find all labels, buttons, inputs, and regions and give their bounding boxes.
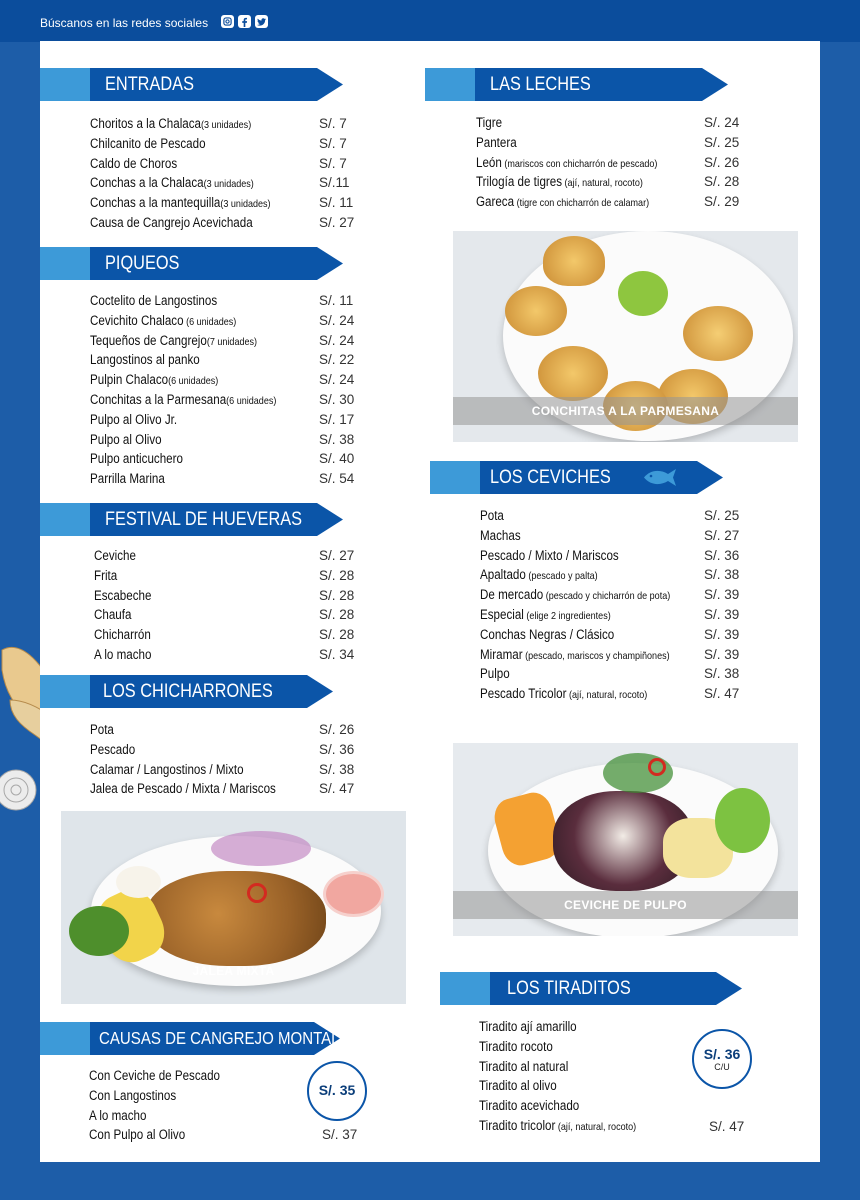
section-title: LOS TIRADITOS: [507, 978, 631, 999]
menu-item: [90, 313, 380, 333]
item-name: Gareca: [476, 194, 515, 210]
menu-item: [90, 392, 380, 412]
menu-item-name: [479, 1098, 579, 1113]
item-price: S/. 38: [704, 666, 740, 682]
menu-item: [90, 352, 380, 372]
menu-item: [89, 1088, 309, 1108]
item-name: Con Langostinos: [89, 1087, 177, 1103]
menu-item: [480, 567, 770, 587]
item-price: S/. 30: [319, 391, 355, 407]
item-price: S/. 54: [319, 471, 355, 487]
item-name: Pulpo al Olivo Jr.: [90, 411, 178, 427]
item-name: Calamar / Langostinos / Mixto: [90, 761, 244, 777]
item-price: S/. 28: [319, 607, 355, 623]
section-title: ENTRADAS: [105, 74, 194, 95]
menu-item: [479, 1039, 699, 1059]
item-name: Pulpo al Olivo: [90, 431, 162, 447]
item-name: Caldo de Choros: [90, 155, 178, 171]
item-note: (pescado, mariscos y champiñones): [522, 649, 670, 662]
item-note: (3 unidades): [201, 119, 252, 131]
menu-item: [480, 587, 770, 607]
photo-caption: CONCHITAS A LA PARMESANA: [531, 404, 720, 418]
menu-item: [89, 1068, 309, 1088]
item-name: Chaufa: [94, 607, 132, 623]
menu-item-name: [94, 627, 151, 642]
item-name: Chicharrón: [94, 627, 151, 643]
menu-item-name: [90, 742, 135, 757]
item-name: Frita: [94, 567, 118, 583]
item-price: S/. 47: [704, 686, 740, 702]
menu-item: [94, 627, 380, 647]
item-price: S/. 34: [319, 646, 355, 662]
menu-item: [90, 215, 380, 235]
item-name: Tiradito al olivo: [479, 1078, 557, 1094]
item-price: S/. 38: [319, 761, 355, 777]
item-price: S/. 39: [704, 587, 740, 603]
item-price: S/. 11: [319, 293, 354, 308]
menu-item: [480, 627, 770, 647]
item-note: (mariscos con chicharrón de pescado): [501, 157, 658, 170]
item-note: (ají, natural, rocoto): [555, 1120, 637, 1133]
section-title: CAUSAS DE CANGREJO MONTADAS: [99, 1028, 363, 1048]
section-title: LOS CEVICHES: [490, 467, 611, 488]
photo-caption: JALEA MIXTA: [192, 964, 275, 978]
section-header-tiraditos: [440, 972, 742, 1005]
item-name: Conchitas a la Parmesana: [90, 391, 227, 407]
photo-conchitas-parmesana: [453, 231, 798, 442]
item-price: S/. 25: [704, 134, 740, 150]
menu-item: [476, 174, 766, 194]
item-name: Parrilla Marina: [90, 471, 165, 487]
item-price: S/. 7: [319, 116, 347, 131]
menu-item-name: [90, 116, 251, 131]
item-note: (pescado y chicharrón de pota): [543, 590, 671, 603]
menu-item: [90, 372, 380, 392]
section-title: PIQUEOS: [105, 253, 180, 274]
item-price: S/. 17: [319, 411, 355, 427]
menu-item: [90, 742, 380, 762]
menu-list-hueveras: [94, 548, 380, 667]
item-name: Pulpin Chalaco: [90, 372, 169, 388]
menu-item-name: [90, 722, 114, 737]
item-name: Tiradito al natural: [479, 1058, 569, 1074]
item-price: S/. 26: [319, 722, 355, 737]
item-price: S/. 24: [319, 372, 355, 388]
item-name: Tequeños de Cangrejo: [90, 332, 207, 348]
menu-item: [480, 666, 770, 686]
item-name: Tiradito acevichado: [479, 1098, 580, 1114]
item-price: S/. 7: [319, 135, 347, 151]
menu-item: [90, 762, 380, 782]
item-name: Chilcanito de Pescado: [90, 135, 206, 151]
menu-item: [94, 568, 380, 588]
item-name: Conchas Negras / Clásico: [480, 626, 615, 642]
circle-sub: C/U: [714, 1062, 730, 1072]
photo-jalea-mixta: [61, 811, 406, 1004]
menu-item-name: [89, 1108, 146, 1123]
tiraditos-last-price: S/. 47: [709, 1119, 745, 1134]
menu-item-name: [480, 567, 598, 582]
item-name: Langostinos al panko: [90, 352, 200, 368]
menu-list-tiraditos: [479, 1019, 699, 1138]
item-note: (ají, natural, rocoto): [566, 689, 648, 702]
item-price: S/. 36: [704, 547, 740, 563]
menu-item-name: [94, 588, 151, 603]
menu-item-name: [90, 313, 236, 328]
menu-item: [90, 432, 380, 452]
menu-item: [89, 1108, 309, 1128]
instagram-icon[interactable]: [221, 15, 234, 28]
item-note: (tigre con chicharrón de calamar): [514, 197, 650, 210]
menu-item-name: [476, 174, 643, 189]
menu-item-name: [480, 548, 619, 563]
section-header-leches: [425, 68, 728, 101]
item-name: Tiradito tricolor: [479, 1117, 556, 1133]
menu-item: [479, 1078, 699, 1098]
section-header-ceviches: [430, 461, 723, 494]
facebook-icon[interactable]: [238, 15, 251, 28]
price-circle-tiraditos: [692, 1029, 752, 1089]
section-header-hueveras: [40, 503, 343, 536]
item-price: S/. 47: [319, 781, 355, 797]
menu-item: [90, 136, 380, 156]
menu-item-name: [90, 762, 244, 777]
menu-list-piqueos: [90, 293, 380, 491]
item-price: S/. 27: [704, 527, 740, 543]
menu-item-name: [90, 352, 200, 367]
item-price: S/. 38: [704, 567, 740, 583]
top-bar: [0, 0, 860, 42]
item-name: Escabeche: [94, 587, 152, 603]
item-name: Pescado Tricolor: [480, 686, 567, 702]
menu-item: [476, 115, 766, 135]
item-name: Jalea de Pescado / Mixta / Mariscos: [90, 781, 276, 797]
menu-item: [476, 194, 766, 214]
item-name: Choritos a la Chalaca: [90, 116, 202, 131]
item-price: S/. 24: [319, 312, 355, 328]
item-price: S/. 28: [319, 567, 355, 583]
menu-item: [90, 293, 380, 313]
menu-item: [476, 155, 766, 175]
menu-item: [479, 1059, 699, 1079]
causas-last-price: S/. 37: [322, 1127, 358, 1142]
section-header-entradas: [40, 68, 343, 101]
menu-item-name: [90, 432, 162, 447]
menu-item-name: [90, 293, 217, 308]
item-name: Trilogía de tigres: [476, 174, 563, 190]
menu-item: [90, 333, 380, 353]
menu-item-name: [90, 372, 218, 387]
section-header-causas: [40, 1022, 363, 1055]
item-price: S/. 28: [319, 627, 355, 643]
menu-item-name: [476, 194, 649, 209]
item-price: S/. 36: [319, 741, 355, 757]
section-header-chicharrones: [40, 675, 333, 708]
menu-item: [90, 195, 380, 215]
item-price: S/. 29: [704, 194, 740, 210]
item-name: Pulpo: [480, 666, 510, 682]
item-note: (pescado y palta): [525, 570, 598, 583]
item-name: Con Ceviche de Pescado: [89, 1068, 221, 1083]
menu-item: [480, 528, 770, 548]
item-name: Tiradito ají amarillo: [479, 1019, 577, 1034]
item-note: (3 unidades): [203, 178, 254, 191]
menu-list-causas: [89, 1068, 309, 1147]
menu-item-name: [89, 1068, 220, 1083]
item-name: Pota: [480, 508, 504, 523]
item-name: Con Pulpo al Olivo: [89, 1127, 186, 1143]
item-price: S/. 27: [319, 214, 355, 230]
menu-item: [94, 588, 380, 608]
section-title: LAS LECHES: [490, 74, 591, 95]
item-note: (6 unidades): [183, 315, 237, 328]
item-name: Pescado: [90, 741, 136, 757]
item-name: León: [476, 154, 502, 170]
item-price: S/. 27: [319, 548, 355, 563]
social-icons: [221, 15, 268, 28]
item-name: De mercado: [480, 587, 544, 603]
item-price: S/.11: [319, 175, 350, 191]
item-name: Apaltado: [480, 567, 526, 583]
menu-item-name: [90, 215, 253, 230]
menu-item-name: [480, 587, 670, 602]
menu-item: [479, 1098, 699, 1118]
item-name: Pulpo anticuchero: [90, 451, 183, 467]
menu-item: [94, 607, 380, 627]
item-note: (3 unidades): [220, 198, 271, 211]
item-price: S/. 26: [704, 154, 740, 170]
menu-item-name: [90, 412, 177, 427]
menu-item-name: [90, 781, 276, 796]
menu-item-name: [94, 607, 131, 622]
section-title: FESTIVAL DE HUEVERAS: [105, 509, 303, 530]
item-name: Pantera: [476, 134, 517, 150]
menu-item: [480, 647, 770, 667]
section-title: LOS CHICHARRONES: [103, 681, 273, 702]
menu-item-name: [480, 627, 614, 642]
item-price: S/. 38: [319, 431, 355, 447]
menu-item: [90, 722, 380, 742]
menu-item: [480, 686, 770, 706]
price-circle-causas: [307, 1061, 367, 1121]
item-price: S/. 39: [704, 606, 740, 622]
menu-item-name: [476, 135, 517, 150]
item-name: Pota: [90, 722, 114, 737]
menu-item-name: [479, 1078, 557, 1093]
menu-item-name: [479, 1118, 636, 1133]
fish-icon: [642, 469, 678, 486]
menu-item-name: [90, 156, 177, 171]
menu-item-name: [479, 1039, 553, 1054]
menu-item: [479, 1019, 699, 1039]
item-price: S/. 28: [704, 174, 740, 190]
menu-item: [94, 548, 380, 568]
menu-item: [90, 471, 380, 491]
item-name: Ceviche: [94, 548, 136, 563]
item-name: Causa de Cangrejo Acevichada: [90, 214, 253, 230]
item-name: Conchas a la Chalaca: [90, 175, 204, 191]
item-note: (6 unidades): [226, 394, 277, 407]
item-name: Machas: [480, 527, 521, 543]
item-price: S/. 40: [319, 451, 355, 467]
menu-item-name: [480, 508, 504, 523]
item-price: S/. 24: [704, 115, 740, 130]
menu-item-name: [476, 155, 657, 170]
menu-list-leches: [476, 115, 766, 214]
item-price: S/. 11: [319, 195, 354, 211]
item-price: S/. 39: [704, 626, 740, 642]
menu-item-name: [89, 1088, 176, 1103]
menu-item-name: [90, 175, 254, 190]
menu-item: [89, 1127, 309, 1147]
item-note: (7 unidades): [206, 335, 258, 348]
menu-list-ceviches: [480, 508, 770, 706]
menu-item-name: [90, 136, 206, 151]
photo-caption: CEVICHE DE PULPO: [564, 898, 687, 912]
circle-price: S/. 36: [703, 1046, 741, 1062]
menu-item: [90, 451, 380, 471]
item-price: S/. 39: [704, 646, 740, 662]
item-name: Cevichito Chalaco: [90, 312, 184, 328]
menu-item: [479, 1118, 699, 1138]
menu-item-name: [90, 451, 183, 466]
photo-ceviche-pulpo: [453, 743, 798, 936]
menu-item-name: [480, 666, 510, 681]
menu-item-name: [90, 195, 271, 210]
item-name: Miramar: [480, 646, 523, 662]
menu-item: [90, 412, 380, 432]
item-name: Coctelito de Langostinos: [90, 293, 218, 308]
menu-item: [480, 548, 770, 568]
social-text: Búscanos en las redes sociales: [40, 16, 209, 30]
twitter-icon[interactable]: [255, 15, 268, 28]
menu-list-entradas: [90, 116, 380, 235]
menu-item-name: [89, 1127, 185, 1142]
menu-item-name: [94, 647, 151, 662]
item-price: S/. 25: [704, 508, 740, 523]
menu-item-name: [90, 392, 276, 407]
item-name: Especial: [480, 606, 524, 622]
item-note: (elige 2 ingredientes): [523, 609, 611, 622]
menu-item: [480, 607, 770, 627]
menu-item-name: [90, 471, 165, 486]
menu-list-chicharrones: [90, 722, 380, 801]
menu-item-name: [94, 548, 136, 563]
section-header-piqueos: [40, 247, 343, 280]
item-name: Pescado / Mixto / Mariscos: [480, 547, 619, 563]
item-note: (ají, natural, rocoto): [562, 177, 643, 190]
menu-item: [476, 135, 766, 155]
menu-item: [94, 647, 380, 667]
item-price: S/. 22: [319, 352, 355, 368]
item-name: Conchas a la mantequilla: [90, 195, 221, 211]
menu-item: [90, 116, 380, 136]
item-note: (6 unidades): [168, 375, 219, 388]
menu-item-name: [90, 333, 257, 348]
menu-item-name: [480, 686, 647, 701]
item-price: S/. 24: [319, 332, 355, 348]
menu-item: [480, 508, 770, 528]
menu-item-name: [479, 1059, 568, 1074]
menu-item-name: [94, 568, 117, 583]
menu-item-name: [480, 607, 611, 622]
item-name: Tigre: [476, 115, 503, 130]
menu-item-name: [480, 647, 670, 662]
item-name: Tiradito rocoto: [479, 1038, 553, 1054]
menu-item-name: [479, 1019, 577, 1034]
menu-item: [90, 156, 380, 176]
menu-item: [90, 781, 380, 801]
circle-price: S/. 35: [318, 1082, 356, 1098]
menu-item-name: [476, 115, 502, 130]
item-price: S/. 28: [319, 587, 355, 603]
item-name: A lo macho: [94, 646, 152, 662]
item-name: A lo macho: [89, 1107, 147, 1123]
item-price: S/. 7: [319, 155, 347, 171]
menu-item: [90, 175, 380, 195]
menu-item-name: [480, 528, 521, 543]
